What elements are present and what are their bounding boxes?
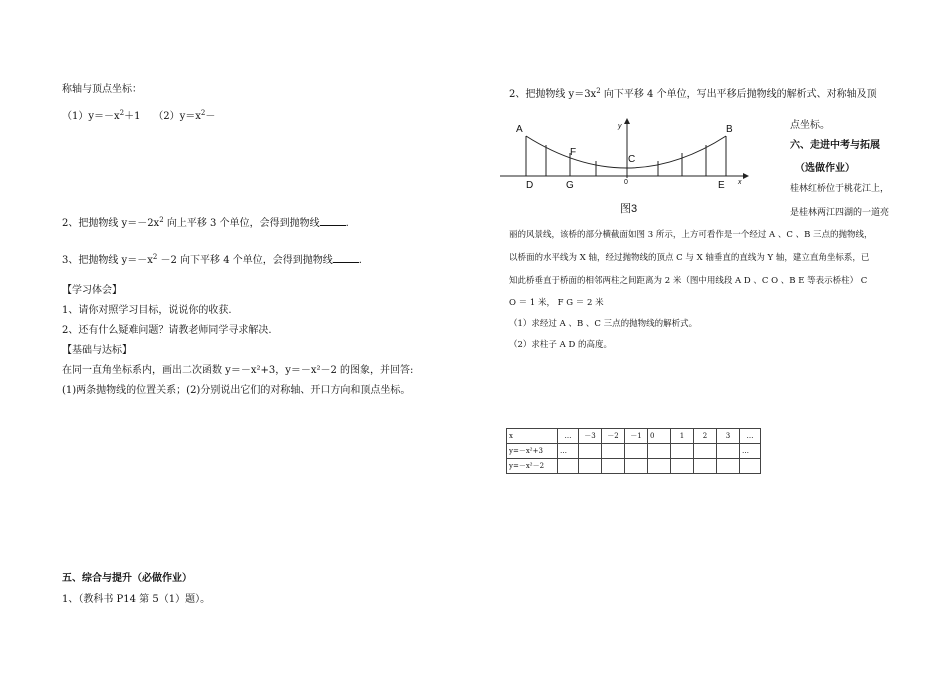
- table-cell: x: [507, 429, 558, 444]
- table-cell: 2: [694, 429, 717, 444]
- x-axis-arrow: [743, 173, 749, 179]
- table-cell: [625, 444, 648, 459]
- left-line-1: 称轴与顶点坐标：: [62, 84, 142, 95]
- label-origin: 0: [624, 179, 628, 186]
- table-cell: [717, 459, 740, 474]
- left-line-2: [62, 111, 215, 123]
- table-cell: [558, 459, 579, 474]
- table-cell: [671, 444, 694, 459]
- table-cell: [602, 444, 625, 459]
- q3-text: 3、把抛物线 y＝－x: [62, 255, 153, 266]
- bridge-paragraph-line-3: 丽的风景线，该桥的部分横截面如图 3 所示，上方可看作是一个经过 A 、C 、B 三点的抛物线，: [509, 230, 873, 240]
- table-cell: [579, 444, 602, 459]
- answer-blank: [320, 216, 346, 226]
- section-5-item-1: 1、（教科书 P14 第 5（1）题）。: [62, 594, 211, 605]
- superscript: 2: [596, 87, 601, 95]
- label-b: B: [726, 124, 733, 135]
- label-e: E: [718, 180, 725, 191]
- label-c: C: [628, 154, 636, 165]
- q2-text: 向上平移 3 个单位，会得到抛物线: [163, 218, 320, 229]
- table-cell: [648, 459, 671, 474]
- section-basic-heading: 【基础与达标】: [62, 345, 132, 356]
- section-6-subheading: （选做作业）: [795, 163, 855, 174]
- q3-text: －2 向下平移 4 个单位，会得到抛物线: [157, 255, 333, 266]
- bridge-pillars: [526, 136, 726, 176]
- eq1-part: ＋1: [124, 111, 141, 122]
- rq2-text: 2、把抛物线 y＝3x: [509, 89, 597, 100]
- table-row-label: y=－x²－2: [507, 459, 558, 474]
- section-6-heading: 六、走进中考与拓展: [790, 140, 880, 151]
- learning-item-2: 2、还有什么疑难问题？请教老师同学寻求解决.: [62, 325, 272, 336]
- sub-question-2: （2）求柱子 A D 的高度。: [509, 340, 612, 350]
- right-question-2: [509, 89, 877, 101]
- table-cell: [671, 459, 694, 474]
- superscript: 2: [119, 109, 125, 117]
- table-row: [507, 444, 761, 459]
- superscript: 2: [200, 109, 206, 117]
- basic-question-line-1: 在同一直角坐标系内，画出二次函数 y＝－x²+3，y＝－x²－2 的图象，并回答:: [62, 365, 414, 376]
- table-cell: [694, 444, 717, 459]
- label-x: x: [738, 179, 742, 186]
- table-cell: 3: [717, 429, 740, 444]
- right-question-2-continued: 点坐标。: [790, 120, 830, 131]
- label-a: A: [516, 124, 523, 135]
- table-cell: …: [558, 444, 579, 459]
- table-cell: 1: [671, 429, 694, 444]
- eq2-part: （2）y＝x: [153, 111, 201, 122]
- eq1-part: （1）y＝－x: [62, 111, 120, 122]
- q2-end: .: [345, 218, 349, 229]
- table-cell: [579, 459, 602, 474]
- eq2-part: －: [205, 111, 216, 122]
- rq2-text: 向下平移 4 个单位，写出平移后抛物线的解析式、对称轴及顶: [600, 89, 877, 100]
- table-cell: …: [740, 429, 761, 444]
- table-cell: …: [558, 429, 579, 444]
- sub-question-1: （1）求经过 A 、B 、C 三点的抛物线的解析式。: [509, 319, 698, 329]
- bridge-paragraph-line-4: 以桥面的水平线为 X 轴，经过抛物线的顶点 C 与 X 轴垂直的直线为 Y 轴，建立直角坐标系，已: [509, 253, 870, 263]
- superscript: 2: [159, 216, 164, 224]
- table-row: [507, 459, 761, 474]
- table-cell: －3: [579, 429, 602, 444]
- table-cell: …: [740, 444, 761, 459]
- section-5-heading: 五、综合与提升（必做作业）: [62, 573, 192, 584]
- learning-item-1: 1、请你对照学习目标，说说你的收获.: [62, 305, 232, 316]
- table-cell: [602, 459, 625, 474]
- basic-question-line-2: (1)两条抛物线的位置关系；(2)分别说出它们的对称轴、开口方向和顶点坐标。: [62, 385, 411, 396]
- table-cell: －2: [602, 429, 625, 444]
- bridge-paragraph-line-2: 是桂林两江四湖的一道亮: [790, 208, 890, 218]
- q2-text: 2、把抛物线 y＝－2x: [62, 218, 160, 229]
- bridge-paragraph-line-5: 知此桥垂直于桥面的相邻两柱之间距离为 2 米（图中用线段 A D 、C O 、B E 等表示桥柱） C: [509, 276, 868, 286]
- bridge-paragraph-line-1: 桂林红桥位于桃花江上，: [790, 184, 890, 194]
- label-g: G: [566, 180, 574, 191]
- left-question-2: [62, 216, 349, 230]
- label-y: y: [618, 123, 622, 130]
- table-row-label: y=－x²+3: [507, 444, 558, 459]
- table-cell: [648, 444, 671, 459]
- table-cell: 0: [648, 429, 671, 444]
- bridge-paragraph-line-6: O ＝ 1 米， F G ＝ 2 米: [509, 298, 604, 308]
- q3-end: .: [358, 255, 362, 266]
- superscript: 2: [152, 253, 158, 261]
- table-cell: [740, 459, 761, 474]
- label-f: F: [570, 147, 577, 158]
- answer-blank: [333, 253, 359, 263]
- table-header-row: [507, 429, 761, 444]
- section-learning-heading: 【学习体会】: [62, 285, 122, 296]
- bridge-figure: [498, 108, 758, 218]
- label-d: D: [526, 180, 534, 191]
- table-cell: [717, 444, 740, 459]
- left-question-3: [62, 253, 362, 267]
- figure-caption: 图3: [620, 203, 638, 215]
- y-axis-arrow: [624, 118, 630, 124]
- value-table: [506, 428, 761, 474]
- table-cell: [625, 459, 648, 474]
- table-cell: －1: [625, 429, 648, 444]
- table-cell: [694, 459, 717, 474]
- parabola-curve: [526, 136, 726, 168]
